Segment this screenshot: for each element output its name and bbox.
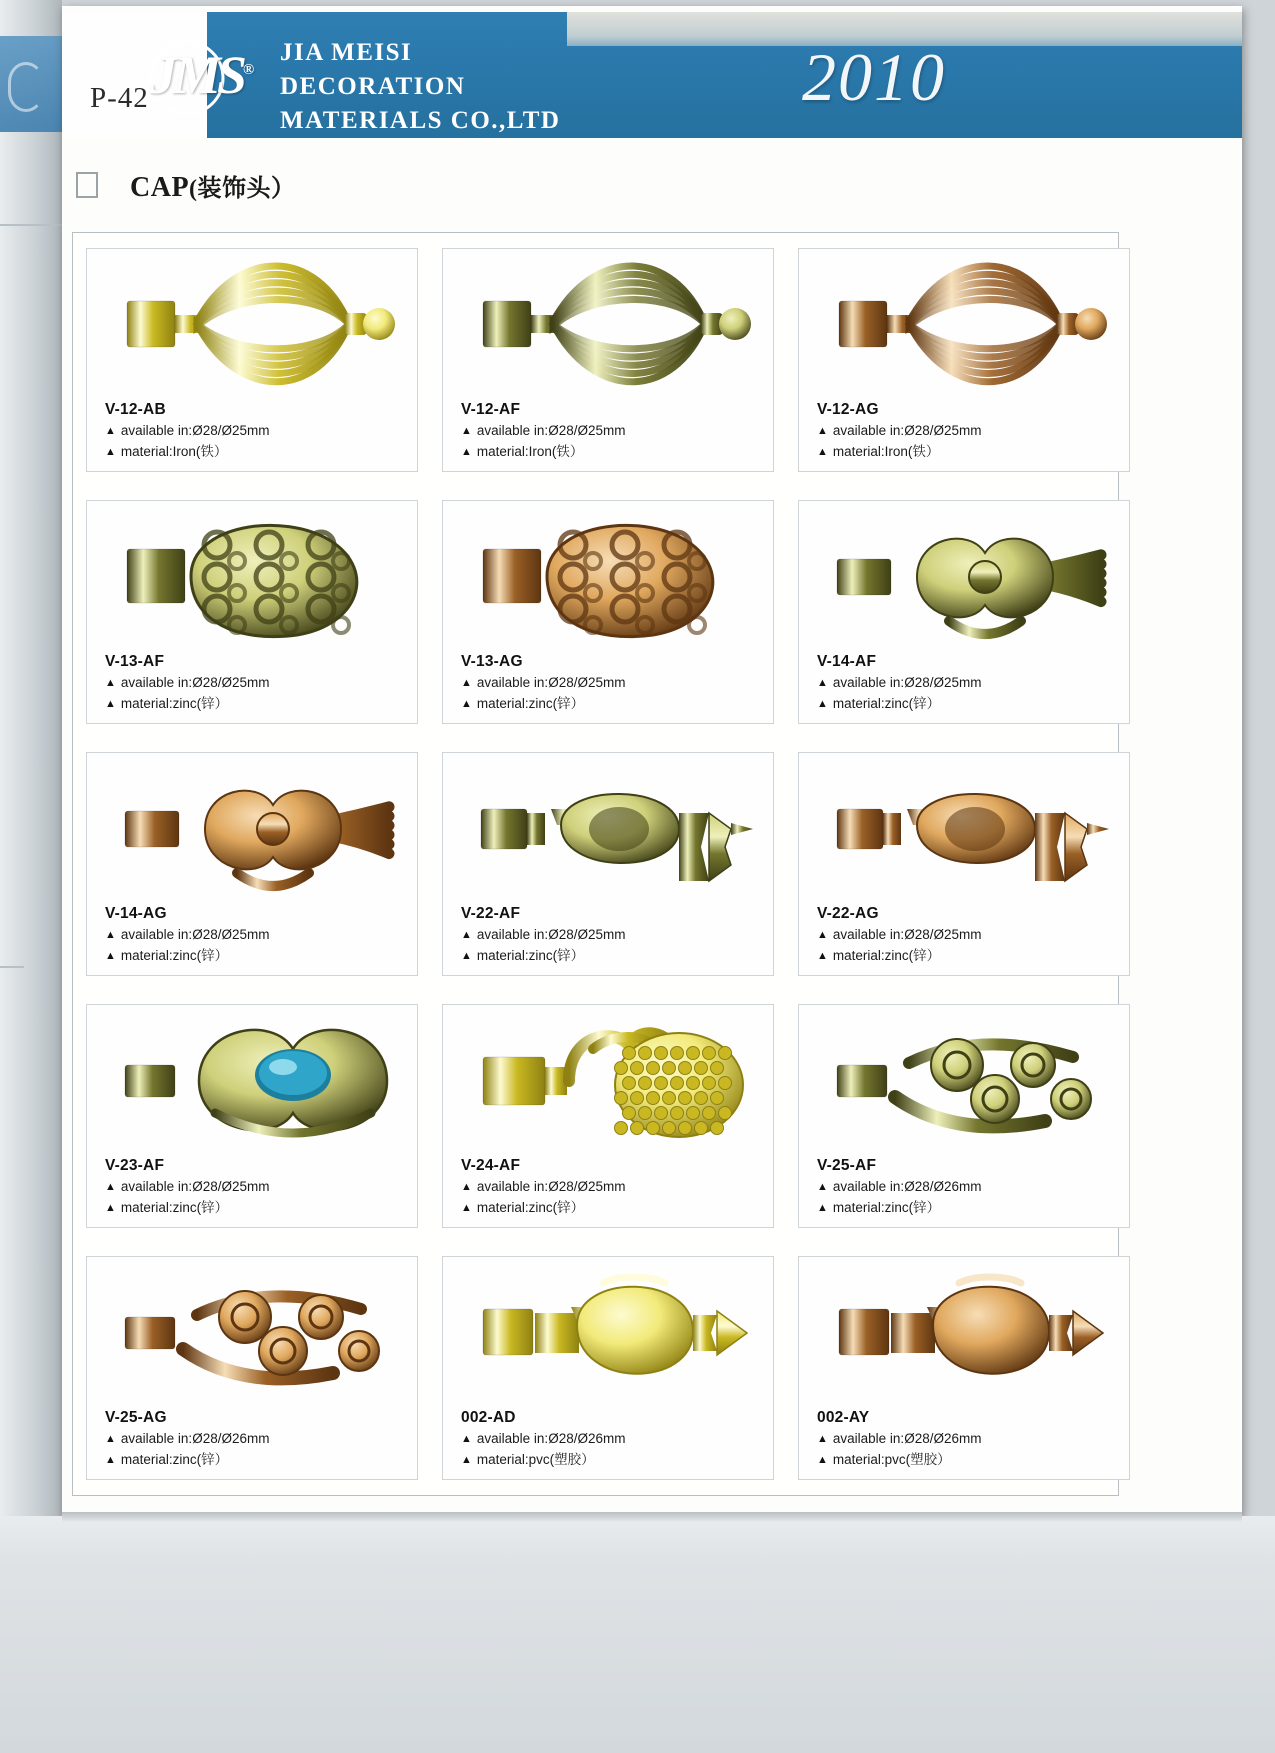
bullet-triangle-icon: ▲ — [817, 677, 828, 689]
product-cell[interactable] — [798, 500, 1130, 724]
bullet-triangle-icon: ▲ — [461, 1202, 472, 1214]
product-material — [817, 1198, 1129, 1219]
logo-monogram — [150, 44, 260, 124]
product-material — [105, 946, 417, 967]
company-line-2: DECORATION — [280, 73, 466, 100]
bullet-triangle-icon: ▲ — [105, 677, 116, 689]
bullet-triangle-icon: ▲ — [817, 1454, 828, 1466]
product-availability — [105, 421, 417, 442]
product-availability — [817, 1177, 1129, 1198]
product-material-text: material:zinc(锌） — [832, 696, 941, 711]
product-material — [461, 946, 773, 967]
product-material-text: material:zinc(锌） — [120, 948, 229, 963]
product-material — [817, 1450, 1129, 1471]
page-number: P-42 — [90, 82, 149, 114]
product-material — [461, 1198, 773, 1219]
product-availability-text: available in:Ø28/Ø25mm — [120, 675, 270, 690]
product-code: V-22-AF — [461, 905, 521, 922]
product-availability-text: available in:Ø28/Ø26mm — [476, 1431, 626, 1446]
product-material — [105, 1450, 417, 1471]
product-material — [461, 694, 773, 715]
product-material — [461, 1450, 773, 1471]
product-availability — [817, 673, 1129, 694]
product-availability-text: available in:Ø28/Ø25mm — [832, 423, 982, 438]
bullet-triangle-icon: ▲ — [461, 1433, 472, 1445]
product-availability — [817, 925, 1129, 946]
product-cell[interactable] — [86, 1004, 418, 1228]
page-bottom-edge — [62, 1512, 1242, 1522]
product-image-v-13-ag — [443, 501, 773, 651]
product-material — [105, 442, 417, 463]
company-logo — [142, 38, 251, 116]
company-line-3: MATERIALS CO.,LTD — [280, 107, 561, 134]
product-material — [817, 442, 1129, 463]
product-material-text: material:Iron(铁） — [476, 444, 584, 459]
product-image-v-14-af — [799, 501, 1129, 651]
product-image-v-12-ag — [799, 249, 1129, 399]
product-material-text: material:zinc(锌） — [476, 1200, 585, 1215]
product-caption — [443, 903, 773, 975]
product-availability-text: available in:Ø28/Ø25mm — [476, 927, 626, 942]
product-caption — [799, 1155, 1129, 1227]
page-header — [62, 12, 1242, 138]
product-caption — [799, 399, 1129, 471]
product-code: 002-AY — [817, 1409, 870, 1426]
company-line-1: JIA MEISI — [280, 39, 413, 66]
product-availability — [105, 1429, 417, 1450]
product-image-v-12-ab — [87, 249, 417, 399]
product-code: V-13-AF — [105, 653, 165, 670]
product-material-text: material:pvc(塑胶） — [476, 1452, 595, 1467]
product-availability — [105, 673, 417, 694]
product-image-v-24-af — [443, 1005, 773, 1155]
bullet-triangle-icon: ▲ — [817, 446, 828, 458]
bullet-triangle-icon: ▲ — [817, 1181, 828, 1193]
bullet-triangle-icon: ▲ — [105, 1433, 116, 1445]
product-cell[interactable] — [442, 500, 774, 724]
product-availability-text: available in:Ø28/Ø25mm — [832, 675, 982, 690]
bullet-triangle-icon: ▲ — [461, 698, 472, 710]
product-material-text: material:zinc(锌） — [476, 696, 585, 711]
product-code: V-25-AF — [817, 1157, 877, 1174]
product-availability-text: available in:Ø28/Ø25mm — [476, 1179, 626, 1194]
product-caption — [87, 651, 417, 723]
product-caption — [87, 1155, 417, 1227]
bullet-triangle-icon: ▲ — [817, 698, 828, 710]
product-availability-text: available in:Ø28/Ø25mm — [120, 423, 270, 438]
product-code: V-12-AF — [461, 401, 521, 418]
product-availability — [817, 1429, 1129, 1450]
product-cell[interactable] — [798, 1004, 1130, 1228]
product-cell[interactable] — [798, 752, 1130, 976]
bullet-triangle-icon: ▲ — [817, 1202, 828, 1214]
product-availability-text: available in:Ø28/Ø26mm — [832, 1179, 982, 1194]
product-image-v-22-ag — [799, 753, 1129, 903]
product-caption — [443, 1407, 773, 1479]
product-code: 002-AD — [461, 1409, 516, 1426]
section-bullet-icon — [76, 172, 98, 198]
product-availability-text: available in:Ø28/Ø25mm — [476, 423, 626, 438]
product-material-text: material:Iron(铁） — [120, 444, 228, 459]
product-cell[interactable] — [86, 752, 418, 976]
product-image-v-25-af — [799, 1005, 1129, 1155]
product-availability-text: available in:Ø28/Ø26mm — [832, 1431, 982, 1446]
bullet-triangle-icon: ▲ — [105, 1202, 116, 1214]
product-cell[interactable] — [86, 248, 418, 472]
product-code: V-22-AG — [817, 905, 879, 922]
product-image-v-25-ag — [87, 1257, 417, 1407]
product-material-text: material:zinc(锌） — [832, 948, 941, 963]
product-material-text: material:Iron(铁） — [832, 444, 940, 459]
bullet-triangle-icon: ▲ — [461, 1454, 472, 1466]
product-material-text: material:pvc(塑胶） — [832, 1452, 951, 1467]
product-caption — [87, 399, 417, 471]
section-title — [130, 168, 296, 204]
bullet-triangle-icon: ▲ — [461, 1181, 472, 1193]
bullet-triangle-icon: ▲ — [461, 446, 472, 458]
left-edge-rule-bottom — [0, 966, 24, 968]
product-image-v-13-af — [87, 501, 417, 651]
product-cell[interactable] — [442, 1256, 774, 1480]
product-availability — [461, 673, 773, 694]
product-availability — [105, 925, 417, 946]
product-availability — [105, 1177, 417, 1198]
product-cell[interactable] — [798, 1256, 1130, 1480]
bullet-triangle-icon: ▲ — [461, 677, 472, 689]
product-image-002-ad — [443, 1257, 773, 1407]
product-availability — [461, 925, 773, 946]
product-caption — [799, 1407, 1129, 1479]
bullet-triangle-icon: ▲ — [461, 950, 472, 962]
product-availability — [461, 1429, 773, 1450]
section-title-cn: (装饰头） — [189, 176, 296, 202]
product-cell[interactable] — [86, 500, 418, 724]
product-caption — [87, 903, 417, 975]
product-code: V-12-AB — [105, 401, 166, 418]
product-caption — [443, 1155, 773, 1227]
product-availability-text: available in:Ø28/Ø26mm — [120, 1431, 270, 1446]
product-caption — [443, 651, 773, 723]
product-grid — [74, 234, 1115, 1492]
product-cell[interactable] — [86, 1256, 418, 1480]
product-caption — [443, 399, 773, 471]
product-material-text: material:zinc(锌） — [120, 1452, 229, 1467]
product-material-text: material:zinc(锌） — [476, 948, 585, 963]
product-material — [461, 442, 773, 463]
product-code: V-14-AG — [105, 905, 167, 922]
product-caption — [87, 1407, 417, 1479]
product-availability — [817, 421, 1129, 442]
bullet-triangle-icon: ▲ — [105, 929, 116, 941]
product-image-v-14-ag — [87, 753, 417, 903]
section-title-en: CAP — [130, 172, 190, 203]
bullet-triangle-icon: ▲ — [817, 425, 828, 437]
product-image-002-ay — [799, 1257, 1129, 1407]
bullet-triangle-icon: ▲ — [817, 1433, 828, 1445]
left-edge-tab — [0, 36, 66, 132]
product-availability — [461, 1177, 773, 1198]
product-cell[interactable] — [442, 1004, 774, 1228]
product-availability-text: available in:Ø28/Ø25mm — [120, 927, 270, 942]
product-cell[interactable] — [798, 248, 1130, 472]
product-cell[interactable] — [442, 752, 774, 976]
product-material — [105, 694, 417, 715]
product-code: V-13-AG — [461, 653, 523, 670]
product-code: V-23-AF — [105, 1157, 165, 1174]
bullet-triangle-icon: ▲ — [105, 425, 116, 437]
company-name — [280, 36, 560, 138]
logo-monogram-text: JMS — [150, 45, 244, 105]
product-image-v-22-af — [443, 753, 773, 903]
bullet-triangle-icon: ▲ — [817, 929, 828, 941]
product-availability-text: available in:Ø28/Ø25mm — [120, 1179, 270, 1194]
product-availability-text: available in:Ø28/Ø25mm — [832, 927, 982, 942]
product-material — [817, 694, 1129, 715]
bullet-triangle-icon: ▲ — [105, 446, 116, 458]
catalog-year: 2010 — [802, 39, 946, 115]
page-left-gutter — [0, 0, 62, 1753]
bullet-triangle-icon: ▲ — [461, 425, 472, 437]
product-caption — [799, 903, 1129, 975]
page-bottom-shadow — [0, 1516, 1275, 1753]
bullet-triangle-icon: ▲ — [817, 950, 828, 962]
product-code: V-12-AG — [817, 401, 879, 418]
registered-mark: ® — [243, 62, 251, 78]
product-image-v-12-af — [443, 249, 773, 399]
product-code: V-24-AF — [461, 1157, 521, 1174]
product-material-text: material:zinc(锌） — [120, 696, 229, 711]
bullet-triangle-icon: ▲ — [105, 698, 116, 710]
product-material-text: material:zinc(锌） — [120, 1200, 229, 1215]
bullet-triangle-icon: ▲ — [461, 929, 472, 941]
bullet-triangle-icon: ▲ — [105, 950, 116, 962]
product-material — [105, 1198, 417, 1219]
product-material-text: material:zinc(锌） — [832, 1200, 941, 1215]
product-availability-text: available in:Ø28/Ø25mm — [476, 675, 626, 690]
product-material — [817, 946, 1129, 967]
product-code: V-14-AF — [817, 653, 877, 670]
product-availability — [461, 421, 773, 442]
bullet-triangle-icon: ▲ — [105, 1181, 116, 1193]
product-cell[interactable] — [442, 248, 774, 472]
bullet-triangle-icon: ▲ — [105, 1454, 116, 1466]
product-code: V-25-AG — [105, 1409, 167, 1426]
product-image-v-23-af — [87, 1005, 417, 1155]
product-caption — [799, 651, 1129, 723]
